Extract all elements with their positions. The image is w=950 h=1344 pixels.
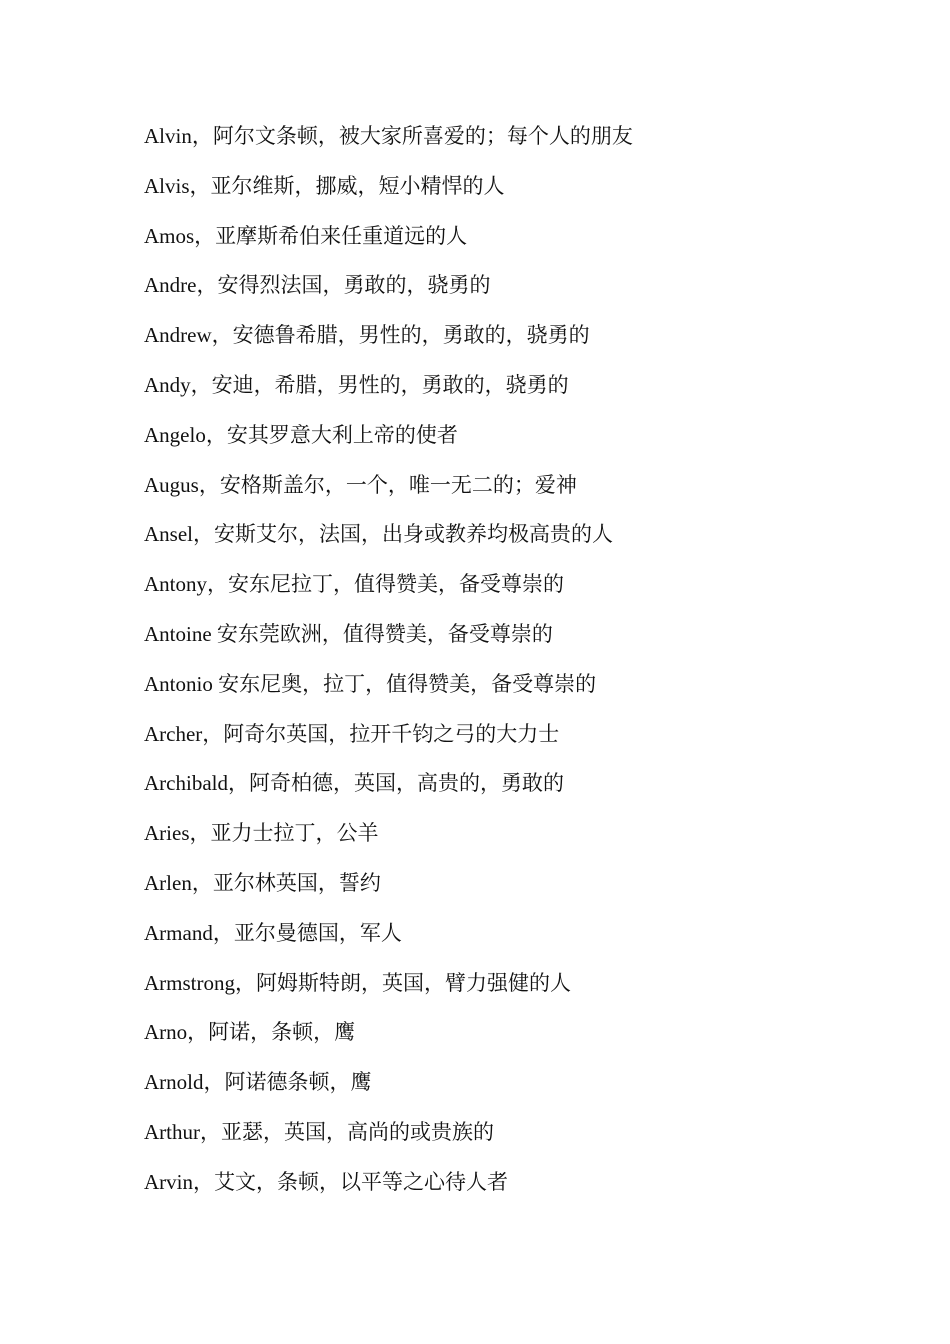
name-entry: Arvin，艾文，条顿，以平等之心待人者 bbox=[144, 1169, 508, 1194]
name-entry: Andrew，安德鲁希腊，男性的，勇敢的，骁勇的 bbox=[144, 323, 590, 348]
name-entry: Arno，阿诺，条顿，鹰 bbox=[144, 1020, 356, 1045]
name-entry: Aries，亚力士拉丁，公羊 bbox=[144, 821, 379, 846]
name-entry: Armstrong，阿姆斯特朗，英国，臂力强健的人 bbox=[144, 970, 571, 995]
name-entry: Antonio 安东尼奥，拉丁，值得赞美，备受尊崇的 bbox=[144, 671, 597, 696]
name-entry: Augus，安格斯盖尔，一个，唯一无二的；爱神 bbox=[144, 472, 577, 497]
name-entry: Ansel，安斯艾尔，法国，出身或教养均极高贵的人 bbox=[144, 522, 613, 547]
name-entry: Andy，安迪，希腊，男性的，勇敢的，骁勇的 bbox=[144, 372, 569, 397]
name-entry: Andre，安得烈法国，勇敢的，骁勇的 bbox=[144, 273, 491, 298]
name-entry: Arnold，阿诺德条顿，鹰 bbox=[144, 1070, 372, 1095]
name-entry: Antony，安东尼拉丁，值得赞美，备受尊崇的 bbox=[144, 572, 564, 597]
name-entry: Arthur，亚瑟，英国，高尚的或贵族的 bbox=[144, 1119, 494, 1144]
name-entry: Armand，亚尔曼德国，军人 bbox=[144, 920, 402, 945]
name-entry: Arlen，亚尔林英国，誓约 bbox=[144, 870, 381, 895]
name-entry: Alvin，阿尔文条顿，被大家所喜爱的；每个人的朋友 bbox=[144, 124, 633, 148]
name-entry: Angelo，安其罗意大利上帝的使者 bbox=[144, 422, 458, 447]
name-entry-list bbox=[144, 118, 633, 1214]
name-entry: Alvis，亚尔维斯，挪威，短小精悍的人 bbox=[144, 173, 505, 198]
name-entry: Archer，阿奇尔英国，拉开千钧之弓的大力士 bbox=[144, 721, 560, 746]
name-entry: Archibald，阿奇柏德，英国，高贵的，勇敢的 bbox=[144, 771, 564, 796]
name-entry: Antoine 安东莞欧洲，值得赞美，备受尊崇的 bbox=[144, 621, 553, 646]
name-entry: Amos，亚摩斯希伯来任重道远的人 bbox=[144, 223, 468, 248]
